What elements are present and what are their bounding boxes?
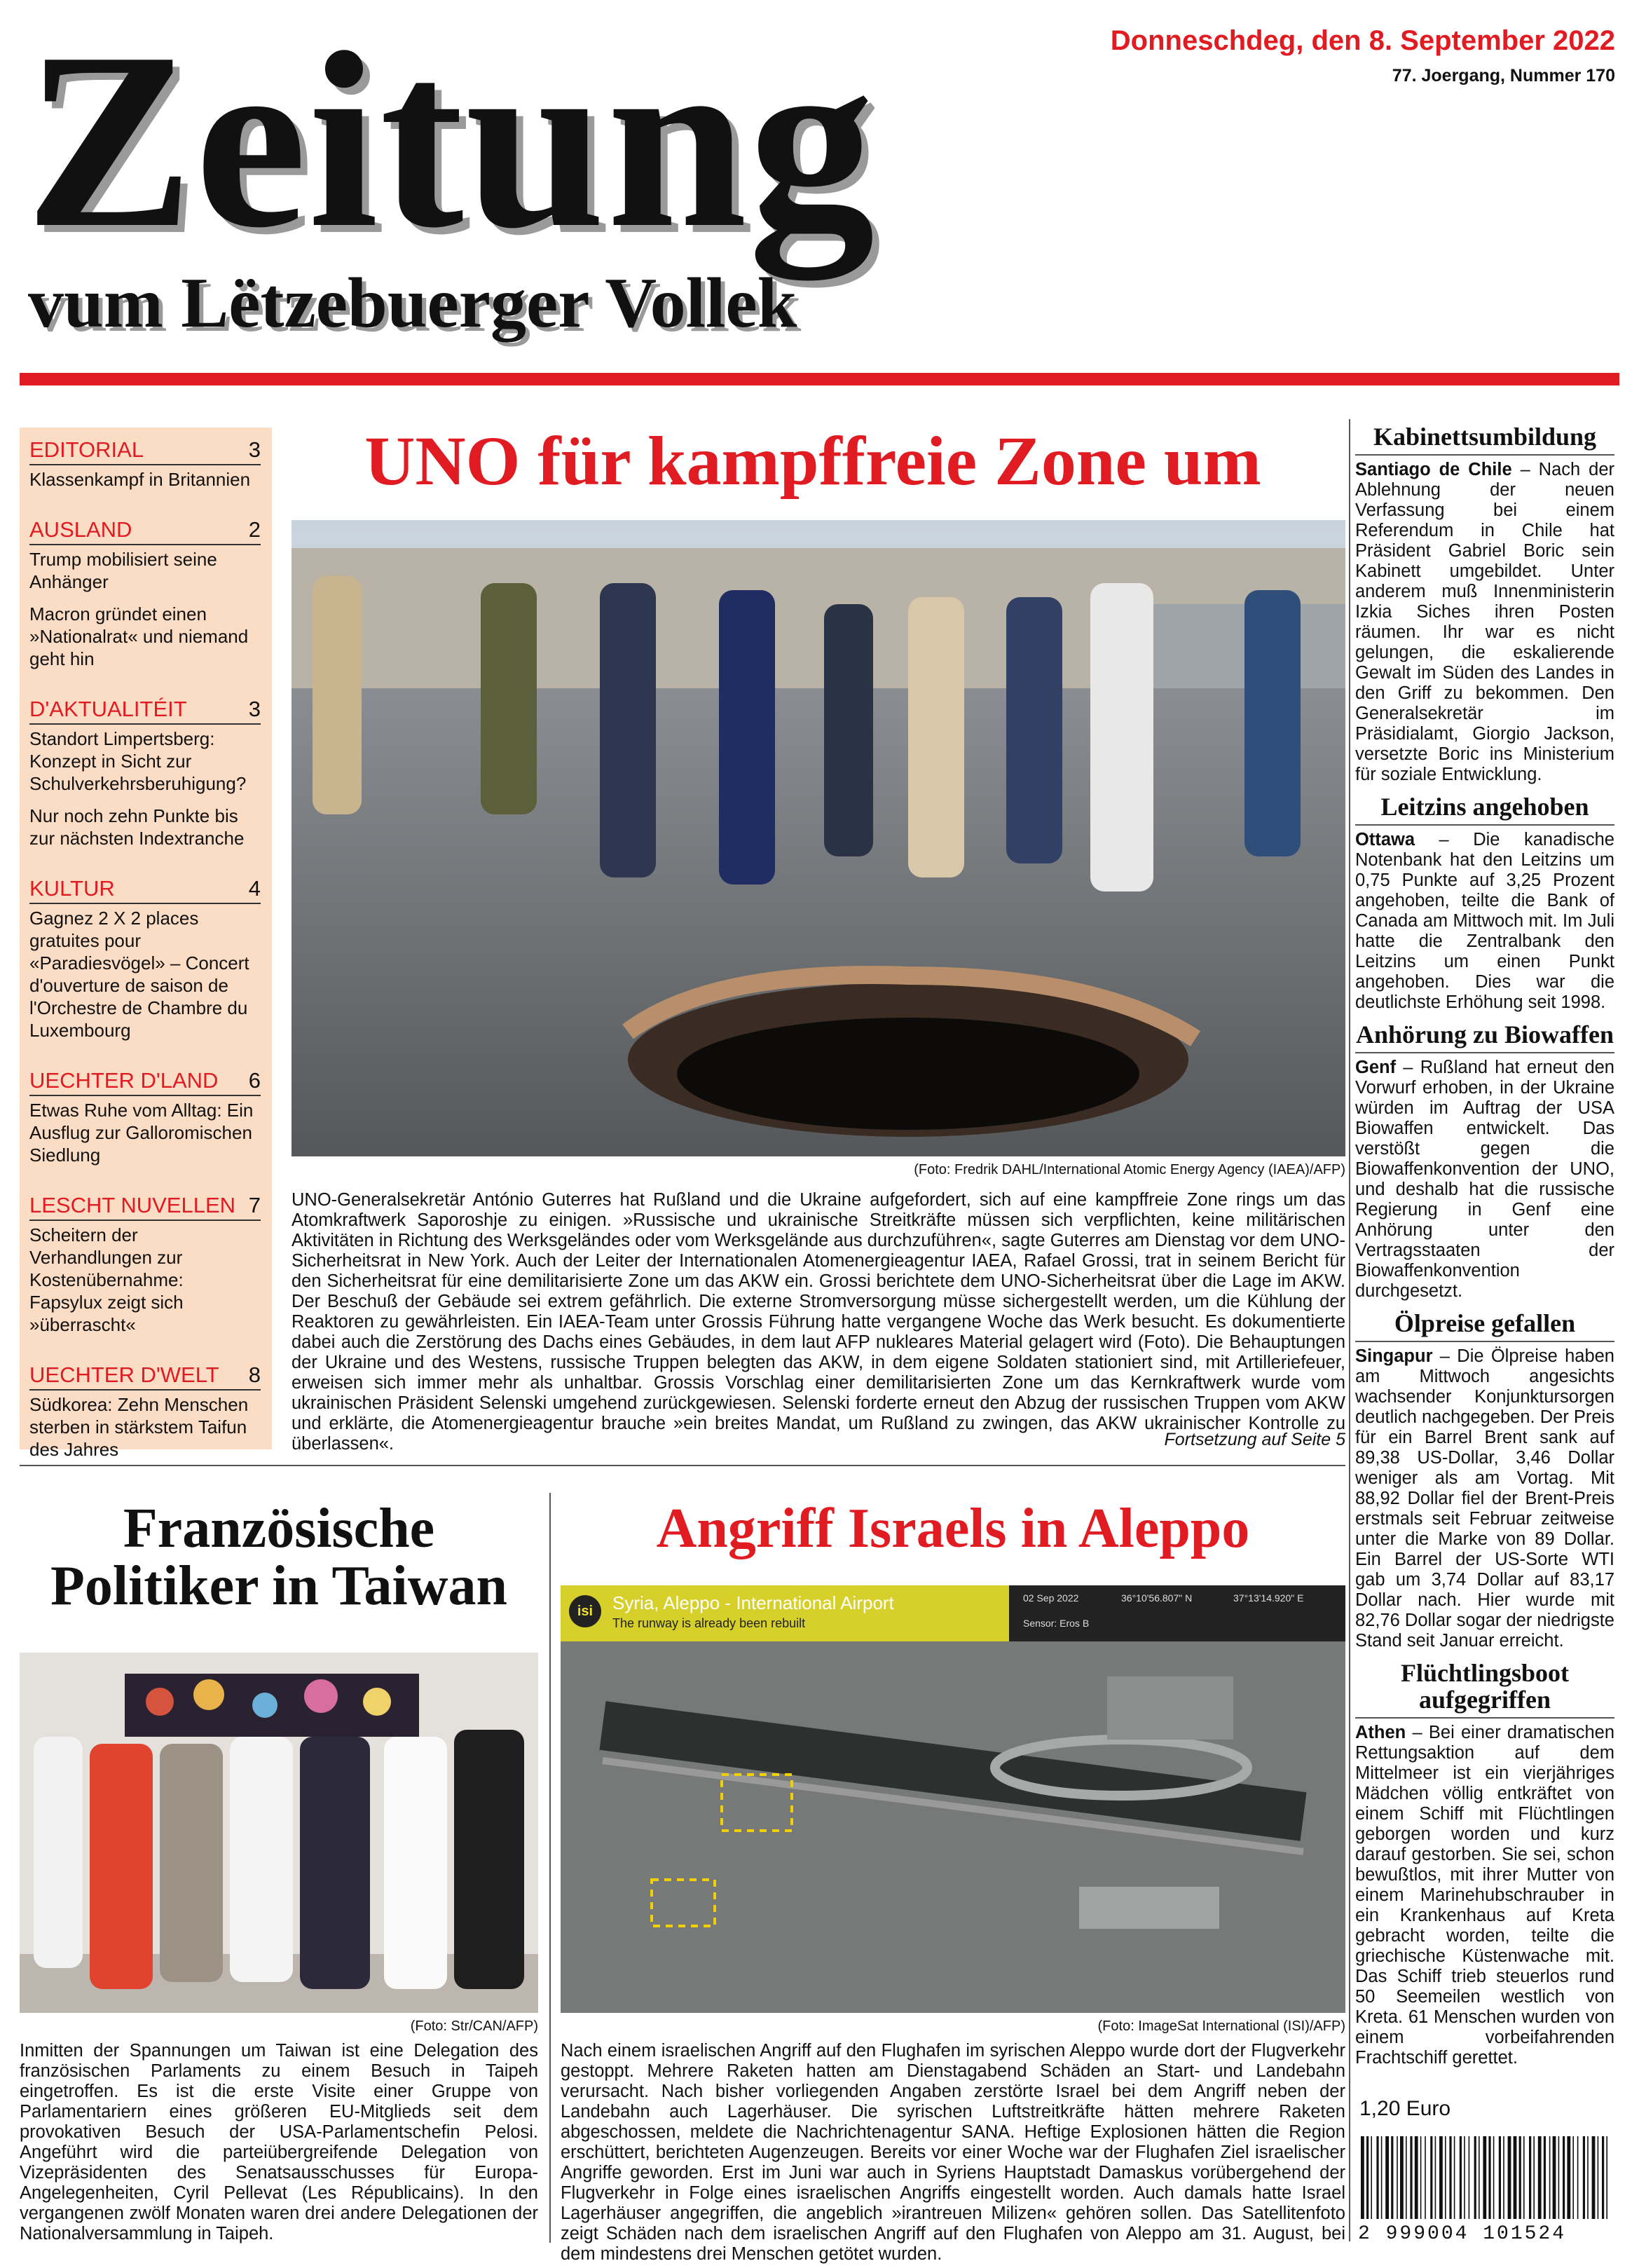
index-item[interactable]: Macron gründet einen »Nationalrat« und niemand geht hin	[29, 603, 249, 669]
index-section	[20, 1183, 272, 1353]
news-briefs-column	[1355, 419, 1614, 2072]
index-item[interactable]: Südkorea: Zehn Menschen sterben in stärkstem Taifun des Jahres	[29, 1394, 249, 1460]
index-section-title[interactable]: LESCHT NUVELLEN	[29, 1193, 236, 1217]
index-section-title[interactable]: UECHTER D'WELT	[29, 1362, 219, 1387]
index-section	[20, 507, 272, 687]
index-page-number: 4	[248, 876, 261, 901]
barcode-bar	[1430, 2136, 1432, 2219]
index-section-title[interactable]: AUSLAND	[29, 517, 132, 542]
barcode-bar	[1371, 2136, 1372, 2219]
barcode-bar	[1529, 2136, 1531, 2219]
taiwan-photo	[20, 1653, 538, 2013]
brief-headline: Anhörung zu Biowaffen	[1355, 1017, 1614, 1053]
barcode-bar	[1549, 2136, 1551, 2219]
index-page-number: 8	[248, 1362, 261, 1387]
aleppo-photo-credit: (Foto: ImageSat International (ISI)/AFP)	[1097, 2018, 1345, 2034]
barcode-bar	[1563, 2136, 1565, 2219]
barcode-number: 2 999004 101524	[1358, 2223, 1567, 2245]
overlay-latitude: 36°10'56.807" N	[1121, 1592, 1193, 1604]
barcode-bar	[1592, 2136, 1596, 2219]
masthead-subtitle: vum Lëtzebuerger Vollek	[28, 264, 797, 343]
aleppo-body: Nach einem israelischen Angriff auf den Flughafen im syrischen Aleppo wurde dort der Flugverkehr gestoppt. Mehrere Raketen hatten am Dienstagabend Schäden an Start- und Landebahn verursacht. Nach bisher vorliegenden Angaben zerstörte Israel bei dem Angriff neben der Landebahn auch Lagerhäuser. Die syrischen Luftstreitkräfte hätten mehrere Raketen abgeschossen, meldete die Nachrichtenagentur SANA. Heftige Explosionen hätten die Region erschüttert, berichteten Augenzeugen. Bereits vor einer Woche war der Flughafen Ziel israelischer Angriffe geworden. Erst im Juni war auch in Syriens Hauptstadt Damaskus vorübergehend der Flugverkehr in Folge eines israelischen Angriffs eingestellt worden. Auch damals hatte Israel Lagerhäuser angegriffen, die angeblich »irantreuen Milizen« gehören sollen. Das Satellitenfoto zeigt Schäden nach dem israelischen Angriff auf den Flughafen von Aleppo am 31. August, bei dem mindestens drei Menschen getötet wurden.	[561, 2041, 1345, 2264]
barcode-bar	[1410, 2136, 1412, 2219]
taiwan-photo-credit: (Foto: Str/CAN/AFP)	[410, 2018, 538, 2034]
aleppo-satellite-photo	[561, 1585, 1345, 2013]
brief-headline: Leitzins angehoben	[1355, 789, 1614, 826]
barcode-bar	[1361, 2136, 1364, 2219]
index-section	[20, 428, 272, 507]
barcode-bar	[1376, 2136, 1378, 2219]
barcode-bar	[1415, 2136, 1418, 2219]
brief	[1355, 419, 1614, 785]
barcode-bar	[1488, 2136, 1490, 2219]
index-section-title[interactable]: KULTUR	[29, 876, 115, 901]
masthead-rule	[20, 373, 1619, 385]
satellite-metadata-panel	[1009, 1585, 1345, 1641]
brief-dateline: Singapur	[1355, 1346, 1433, 1366]
barcode-bar	[1606, 2136, 1607, 2219]
barcode-bar	[1567, 2136, 1570, 2219]
index-item[interactable]: Trump mobilisiert seine Anhänger	[29, 549, 217, 592]
masthead-title: Zeitung	[25, 0, 877, 280]
overlay-date: 02 Sep 2022	[1023, 1592, 1079, 1604]
barcode-bar	[1474, 2136, 1476, 2219]
lead-photo	[292, 520, 1345, 1156]
index-item[interactable]: Standort Limpertsberg: Konzept in Sicht zur Schulverkehrsberuhigung?	[29, 728, 247, 794]
taiwan-headline-line1: Französische	[123, 1498, 435, 1559]
cover-price: 1,20 Euro	[1359, 2097, 1451, 2120]
column-rule	[1349, 419, 1350, 2241]
brief-dateline: Ottawa	[1355, 830, 1415, 849]
barcode-bar	[1391, 2136, 1393, 2219]
barcode-bar	[1400, 2136, 1404, 2219]
brief	[1355, 1306, 1614, 1651]
barcode-bar	[1381, 2136, 1383, 2219]
brief-text: – Die Ölpreise haben am Mittwoch angesichts wachsender Konjunktursorgen deutlich nachgegeben. Der Preis für ein Barrel Brent sank auf 89,38 US-Dollar, 3,46 Dollar weniger als am Vortag. Mit 88,92 Dollar fiel der Brent-Preis erstmals seit Februar zeitweise unter die Marke von 89 Dollar. Ein Barrel der US-Sorte WTI gab um 3,74 Dollar auf 83,17 Dollar nach. Hier wurde mit 82,76 Dollar sogar der niedrigste Stand seit Januar erreicht.	[1355, 1346, 1614, 1651]
barcode-bar	[1425, 2136, 1426, 2219]
barcode-bar	[1445, 2136, 1446, 2219]
index-item[interactable]: Gagnez 2 X 2 places gratuites pour «Paradiesvögel» – Concert d'ouverture de saison de l'Orchestre de Chambre du Luxembourg	[29, 908, 249, 1041]
index-page-number: 2	[248, 517, 261, 542]
brief-body	[1355, 460, 1614, 785]
index-item[interactable]: Klassenkampf in Britannien	[29, 469, 251, 490]
lead-headline: UNO für kampffreie Zone um	[364, 422, 1261, 500]
barcode-bar	[1558, 2136, 1560, 2219]
barcode-bar	[1538, 2136, 1542, 2219]
brief-headline: Flüchtlingsboot aufgegriffen	[1355, 1655, 1614, 1719]
barcode-bar	[1583, 2136, 1585, 2219]
brief-body	[1355, 830, 1614, 1013]
barcode-bar	[1483, 2136, 1486, 2219]
barcode-bar	[1464, 2136, 1465, 2219]
continued-link[interactable]: Fortsetzung auf Seite 5	[1164, 1430, 1345, 1449]
brief-dateline: Santiago de Chile	[1355, 460, 1512, 479]
brief-headline: Kabinettsumbildung	[1355, 419, 1614, 456]
lead-photo-image	[292, 520, 1345, 1156]
barcode-bar	[1397, 2136, 1398, 2219]
barcode-bar	[1519, 2136, 1521, 2219]
isi-logo: isi	[569, 1595, 601, 1627]
barcode-bar	[1469, 2136, 1470, 2219]
brief-body	[1355, 1723, 1614, 2068]
overlay-subtitle: The runway is already been rebuilt	[612, 1616, 806, 1630]
barcode-bar	[1435, 2136, 1436, 2219]
index-section	[20, 687, 272, 866]
barcode-bar	[1503, 2136, 1504, 2219]
brief-text: – Die kanadische Notenbank hat den Leitzins um 0,75 Punkte auf 3,25 Prozent angehoben, teilte die Bank of Canada am Mittwoch mit. Im Juli hatte die Zentralbank den Leitzins um einen Punkt angehoben. Dies war die deutlichste Erhöhung seit 1998.	[1355, 830, 1614, 1012]
brief-dateline: Athen	[1355, 1723, 1406, 1742]
taiwan-body: Inmitten der Spannungen um Taiwan ist eine Delegation des französischen Parlaments zu einem Besuch in Taipeh eingetroffen. Es ist die erste Visite einer Gruppe von Parlamentariern eines größeren EU-Mitglieds seit dem provokativen Besuch der USA-Parlamentschefin Pelosi. Angeführt wird die parteiübergreifende Delegation von Vizepräsidenten des Senatsausschusses für Europa-Angelegenheiten, Cyril Pellevat (Les Républicains). In den vergangenen zwölf Monaten waren drei andere Delegationen der Nationalversammlung in Taipeh.	[20, 2041, 538, 2243]
barcode-bar	[1508, 2136, 1511, 2219]
barcode-bar	[1439, 2136, 1443, 2219]
barcode-bar	[1385, 2136, 1389, 2219]
barcode-bar	[1406, 2136, 1407, 2219]
brief	[1355, 1017, 1614, 1302]
barcode-bar	[1420, 2136, 1422, 2219]
index-section-title[interactable]: D'AKTUALITÉIT	[29, 697, 187, 721]
aleppo-satellite-image	[561, 1585, 1345, 2013]
brief-headline: Ölpreise gefallen	[1355, 1306, 1614, 1342]
barcode-bar	[1479, 2136, 1480, 2219]
index-section	[20, 1353, 272, 1477]
index-section	[20, 1058, 272, 1183]
section-rule	[20, 1465, 1345, 1466]
barcode-bar	[1514, 2136, 1517, 2219]
brief-body	[1355, 1346, 1614, 1651]
brief-text: – Bei einer dramatischen Rettungsaktion auf dem Mittelmeer ist ein vierjähriges Mädchen völlig entkräftet von einem Schiff mit Flüchtlingen geborgen worden und kurz darauf gestorben. Sie sei, schon bewußtlos, mit ihrer Mutter von einem Marinehubschrauber in ein Krankenhaus auf Kreta gebracht worden, teilte die griechische Küstenwache mit. Das Schiff trieb steuerlos rund 50 Seemeilen westlich von Kreta. 61 Menschen wurden von einem vorbeifahrenden Frachtschiff gerettet.	[1355, 1723, 1614, 2068]
index-page-number: 3	[248, 437, 261, 462]
brief	[1355, 789, 1614, 1013]
index-page-number: 3	[248, 697, 261, 721]
barcode-bar	[1553, 2136, 1556, 2219]
lead-body: UNO-Generalsekretär António Guterres hat Rußland und die Ukraine aufgefordert, sich auf eine kampffreie Zone rings um das Atomkraftwerk Saporoshje zu einigen. »Russische und ukrainische Streitkräfte müssen sich verpflichten, keine militärischen Aktivitäten in Richtung des Werksgeländes oder vom Werksgelände aus durchzuführen«, sagte Guterres am Dienstag vor dem UNO-Sicherheitsrat in New York. Auch der Leiter der Internationalen Atomenergieagentur IAEA, Rafael Grossi, trat in seinem Bericht für den Sicherheitsrat für eine demilitarisierte Zone um das AKW ein. Grossi berichtete dem UNO-Sicherheitsrat über die Lage im AKW. Der Beschuß der Gebäude sei extrem gefährlich. Die externe Stromversorgung müsse sichergestellt werden, um die Kühlung der Reaktoren zu gewährleisten. Ein IAEA-Team unter Grossis Führung hatte vergangene Woche das Werk besucht. Es dokumentierte dabei auch die Zerstörung des Dachs eines Gebäudes, in dem laut AFP nukleares Material gelagert wird (Foto). Die Behauptungen der Ukraine und des Westens, russische Truppen belegten das AKW, in dem eigene Soldaten stationiert sind, mit Artilleriefeuer, erweisen sich immer mehr als unhaltbar. Grossis Vorschlag einer demilitarisierten Zone um das Kernkraftwerk wurde vom ukrainischen Präsident Selenski umgehend zurückgewiesen. Selenski forderte erneut den Abzug der russischen Truppen vom AKW und erklärte, die Atomenergieagentur brauche »ein breites Mandat, um Rußland zu zwingen, das AKW ukrainischer Kontrolle zu überlassen«.	[292, 1190, 1345, 1454]
barcode-bar	[1533, 2136, 1535, 2219]
taiwan-headline-line2: Politiker in Taiwan	[50, 1555, 508, 1617]
index-section	[20, 866, 272, 1058]
barcode-bar	[1544, 2136, 1546, 2219]
barcode-bar	[1577, 2136, 1579, 2219]
satellite-overlay-bar	[561, 1585, 1009, 1641]
contents-index	[20, 428, 272, 1460]
barcode-bar	[1523, 2136, 1525, 2219]
index-section-title[interactable]: EDITORIAL	[29, 437, 144, 462]
brief-text: – Rußland hat erneut den Vorwurf erhoben, in der Ukraine würden im Auftrag der USA Biowaffen entwickelt. Das verstößt gegen die Biowaffenkonvention der UNO, und deshalb hat die russische Regierung in Genf eine Anhörung unter den Vertragsstaaten der Biowaffenkonvention durchgesetzt.	[1355, 1058, 1614, 1301]
column-rule	[549, 1493, 551, 2243]
index-item[interactable]: Etwas Ruhe vom Alltag: Ein Ausflug zur Galloromischen Siedlung	[29, 1100, 254, 1166]
brief	[1355, 1655, 1614, 2068]
barcode-bar	[1460, 2136, 1462, 2219]
brief-text: – Nach der Ablehnung der neuen Verfassung bei einem Referendum in Chile hat Präsident Gabriel Boric sein Kabinett umgebildet. Unter anderem muß Innenministerin Izkia Siches ihren Posten räumen. Ihr war es nicht gelungen, die eskalierende Gewalt im Süden des Landes in den Griff zu bekommen. Den Generalsekretär im Präsidialamt, Giorgio Jackson, versetzte Boric ins Ministerium für soziale Entwicklung.	[1355, 460, 1614, 784]
brief-body	[1355, 1058, 1614, 1302]
barcode-bar	[1587, 2136, 1589, 2219]
issue-date: Donneschdeg, den 8. September 2022	[1110, 25, 1615, 56]
index-item[interactable]: Nur noch zehn Punkte bis zur nächsten Indextranche	[29, 805, 245, 849]
overlay-longitude: 37°13'14.920" E	[1233, 1592, 1304, 1604]
barcode	[1358, 2136, 1613, 2245]
barcode-bar	[1493, 2136, 1495, 2219]
taiwan-headline	[20, 1500, 538, 1615]
barcode-bar	[1449, 2136, 1451, 2219]
taiwan-photo-image	[20, 1653, 538, 2013]
barcode-bar	[1499, 2136, 1501, 2219]
lead-photo-credit: (Foto: Fredrik DAHL/International Atomic Energy Agency (IAEA)/AFP)	[914, 1162, 1345, 1177]
index-section-title[interactable]: UECHTER D'LAND	[29, 1068, 219, 1093]
barcode-bars	[1358, 2136, 1613, 2220]
overlay-title: Syria, Aleppo - International Airport	[612, 1592, 894, 1613]
barcode-bar	[1454, 2136, 1455, 2219]
barcode-bar	[1602, 2136, 1604, 2219]
index-page-number: 7	[248, 1193, 261, 1217]
barcode-bar	[1366, 2136, 1369, 2219]
issue-number: 77. Joergang, Nummer 170	[1392, 66, 1615, 86]
index-item[interactable]: Scheitern der Verhandlungen zur Kostenübernahme: Fapsylux zeigt sich »überrascht«	[29, 1224, 184, 1335]
index-page-number: 6	[248, 1068, 261, 1093]
brief-dateline: Genf	[1355, 1058, 1397, 1077]
aleppo-headline: Angriff Israels in Aleppo	[656, 1498, 1250, 1559]
barcode-bar	[1598, 2136, 1599, 2219]
barcode-bar	[1572, 2136, 1574, 2219]
overlay-sensor: Sensor: Eros B	[1023, 1618, 1090, 1629]
